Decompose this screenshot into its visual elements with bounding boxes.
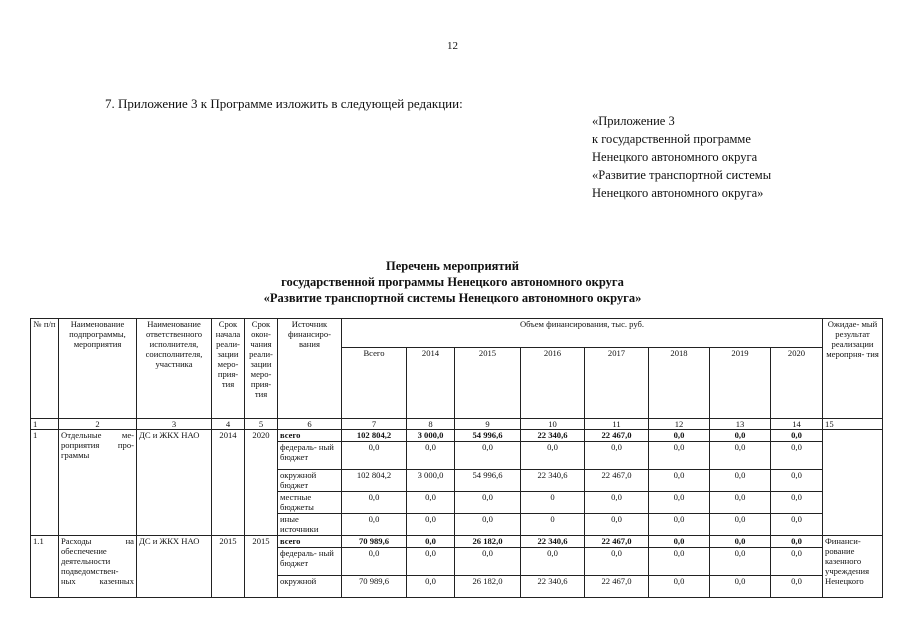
document-title xyxy=(0,258,905,306)
value-cell: 0,0 xyxy=(407,536,455,548)
value-cell: 22 340,6 xyxy=(521,470,585,492)
value-cell: 0,0 xyxy=(649,536,710,548)
value-cell: 22 340,6 xyxy=(521,576,585,598)
value-cell: 3 000,0 xyxy=(407,430,455,442)
value-cell: 0,0 xyxy=(710,548,771,576)
table-row xyxy=(31,430,883,442)
value-cell: 0,0 xyxy=(455,492,521,514)
value-cell: 0,0 xyxy=(407,548,455,576)
measure-num: 1 xyxy=(31,430,59,536)
value-cell: 0,0 xyxy=(649,492,710,514)
value-cell: 0,0 xyxy=(649,470,710,492)
value-cell: 0,0 xyxy=(585,548,649,576)
value-cell: 70 989,6 xyxy=(342,536,407,548)
value-cell: 0,0 xyxy=(771,492,823,514)
value-cell: 0,0 xyxy=(710,536,771,548)
header-year: 2014 xyxy=(407,348,455,419)
header-year: Всего xyxy=(342,348,407,419)
appendix-line: Ненецкого автономного округа» xyxy=(592,186,764,200)
value-cell: 0,0 xyxy=(455,548,521,576)
value-cell: 0,0 xyxy=(585,442,649,470)
header-year: 2017 xyxy=(585,348,649,419)
value-cell: 0,0 xyxy=(407,442,455,470)
header-volume: Объем финансирования, тыс. руб. xyxy=(342,319,823,348)
value-cell: 0,0 xyxy=(521,442,585,470)
appendix-reference xyxy=(592,112,771,202)
measure-result: Финанси- рование казенного учреждения Ненецкого xyxy=(823,536,883,598)
value-cell: 0,0 xyxy=(771,548,823,576)
value-cell: 54 996,6 xyxy=(455,470,521,492)
header-source: Источник финансиро- вания xyxy=(278,319,342,419)
value-cell: 0,0 xyxy=(649,576,710,598)
column-number-row xyxy=(31,419,883,430)
funding-source: иные источники xyxy=(278,514,342,536)
value-cell: 0,0 xyxy=(407,514,455,536)
value-cell: 26 182,0 xyxy=(455,576,521,598)
value-cell: 0,0 xyxy=(771,430,823,442)
value-cell: 0,0 xyxy=(649,430,710,442)
value-cell: 0,0 xyxy=(455,442,521,470)
funding-source: всего xyxy=(278,430,342,442)
column-number: 14 xyxy=(771,419,823,430)
value-cell: 0,0 xyxy=(407,576,455,598)
value-cell: 0,0 xyxy=(710,442,771,470)
header-num: № п/п xyxy=(31,319,59,419)
value-cell: 54 996,6 xyxy=(455,430,521,442)
value-cell: 0,0 xyxy=(342,548,407,576)
column-number: 11 xyxy=(585,419,649,430)
measure-result xyxy=(823,430,883,536)
instruction-text: 7. Приложение 3 к Программе изложить в следующей редакции: xyxy=(105,96,463,111)
column-number: 8 xyxy=(407,419,455,430)
header-result: Ожидае- мый результат реализации меропрня- тия xyxy=(823,319,883,419)
appendix-line: «Развитие транспортной системы xyxy=(592,168,772,182)
funding-source: окружной xyxy=(278,576,342,598)
value-cell: 22 340,6 xyxy=(521,430,585,442)
header-end: Срок окон- чания реали- зации меро- прия- тия xyxy=(245,319,278,419)
column-number: 13 xyxy=(710,419,771,430)
appendix-line: Ненецкого автономного округа xyxy=(592,150,758,164)
column-number: 6 xyxy=(278,419,342,430)
header-year: 2016 xyxy=(521,348,585,419)
column-number: 5 xyxy=(245,419,278,430)
measure-start: 2014 xyxy=(212,430,245,536)
value-cell: 0,0 xyxy=(771,514,823,536)
column-number: 4 xyxy=(212,419,245,430)
title-line: государственной программы Ненецкого автономного округа xyxy=(281,275,624,289)
measure-end: 2020 xyxy=(245,430,278,536)
value-cell: 0,0 xyxy=(710,514,771,536)
value-cell: 0,0 xyxy=(771,470,823,492)
value-cell: 0,0 xyxy=(710,576,771,598)
value-cell: 3 000,0 xyxy=(407,470,455,492)
header-year: 2015 xyxy=(455,348,521,419)
value-cell: 0,0 xyxy=(455,514,521,536)
value-cell: 0,0 xyxy=(585,514,649,536)
measure-name: Отдельные ме- роприятия про- граммы xyxy=(59,430,137,536)
value-cell: 0,0 xyxy=(710,430,771,442)
value-cell: 0,0 xyxy=(649,442,710,470)
header-year: 2018 xyxy=(649,348,710,419)
value-cell: 0,0 xyxy=(649,548,710,576)
funding-source: окружной бюджет xyxy=(278,470,342,492)
header-name: Наименование подпрограммы, мероприятия xyxy=(59,319,137,419)
value-cell: 22 467,0 xyxy=(585,430,649,442)
column-number: 7 xyxy=(342,419,407,430)
measures-table xyxy=(30,318,883,598)
value-cell: 0,0 xyxy=(710,470,771,492)
value-cell: 0,0 xyxy=(521,548,585,576)
column-number: 15 xyxy=(823,419,883,430)
funding-source: всего xyxy=(278,536,342,548)
value-cell: 0 xyxy=(521,492,585,514)
value-cell: 0,0 xyxy=(342,514,407,536)
funding-source: федераль- ный бюджет xyxy=(278,548,342,576)
value-cell: 22 340,6 xyxy=(521,536,585,548)
column-number: 12 xyxy=(649,419,710,430)
funding-source: федераль- ный бюджет xyxy=(278,442,342,470)
value-cell: 26 182,0 xyxy=(455,536,521,548)
column-number: 1 xyxy=(31,419,59,430)
measure-num: 1.1 xyxy=(31,536,59,598)
title-line: Перечень мероприятий xyxy=(386,259,519,273)
measure-end: 2015 xyxy=(245,536,278,598)
header-executor: Наименование ответственного исполнителя, соисполнителя, участника xyxy=(137,319,212,419)
table-row xyxy=(31,536,883,548)
value-cell: 0 xyxy=(521,514,585,536)
table-header-row xyxy=(31,319,883,348)
value-cell: 22 467,0 xyxy=(585,536,649,548)
column-number: 9 xyxy=(455,419,521,430)
value-cell: 22 467,0 xyxy=(585,576,649,598)
value-cell: 0,0 xyxy=(342,442,407,470)
value-cell: 70 989,6 xyxy=(342,576,407,598)
value-cell: 22 467,0 xyxy=(585,470,649,492)
column-number: 10 xyxy=(521,419,585,430)
value-cell: 0,0 xyxy=(771,576,823,598)
value-cell: 102 804,2 xyxy=(342,470,407,492)
header-year: 2019 xyxy=(710,348,771,419)
column-number: 2 xyxy=(59,419,137,430)
title-line: «Развитие транспортной системы Ненецкого автономного округа» xyxy=(263,291,642,305)
header-year: 2020 xyxy=(771,348,823,419)
measure-executor: ДС и ЖКХ НАО xyxy=(137,430,212,536)
value-cell: 0,0 xyxy=(771,442,823,470)
appendix-line: к государственной программе xyxy=(592,132,751,146)
measure-start: 2015 xyxy=(212,536,245,598)
measure-name: Расходы на обеспечение деятельности подведомствен- ных казенных xyxy=(59,536,137,598)
header-start: Срок начала реали- зации меро- прия- тия xyxy=(212,319,245,419)
value-cell: 0,0 xyxy=(342,492,407,514)
page-number: 12 xyxy=(447,40,458,52)
measure-executor: ДС и ЖКХ НАО xyxy=(137,536,212,598)
appendix-line: «Приложение 3 xyxy=(592,114,675,128)
value-cell: 102 804,2 xyxy=(342,430,407,442)
column-number: 3 xyxy=(137,419,212,430)
value-cell: 0,0 xyxy=(710,492,771,514)
funding-source: местные бюджеты xyxy=(278,492,342,514)
value-cell: 0,0 xyxy=(649,514,710,536)
value-cell: 0,0 xyxy=(585,492,649,514)
value-cell: 0,0 xyxy=(407,492,455,514)
value-cell: 0,0 xyxy=(771,536,823,548)
